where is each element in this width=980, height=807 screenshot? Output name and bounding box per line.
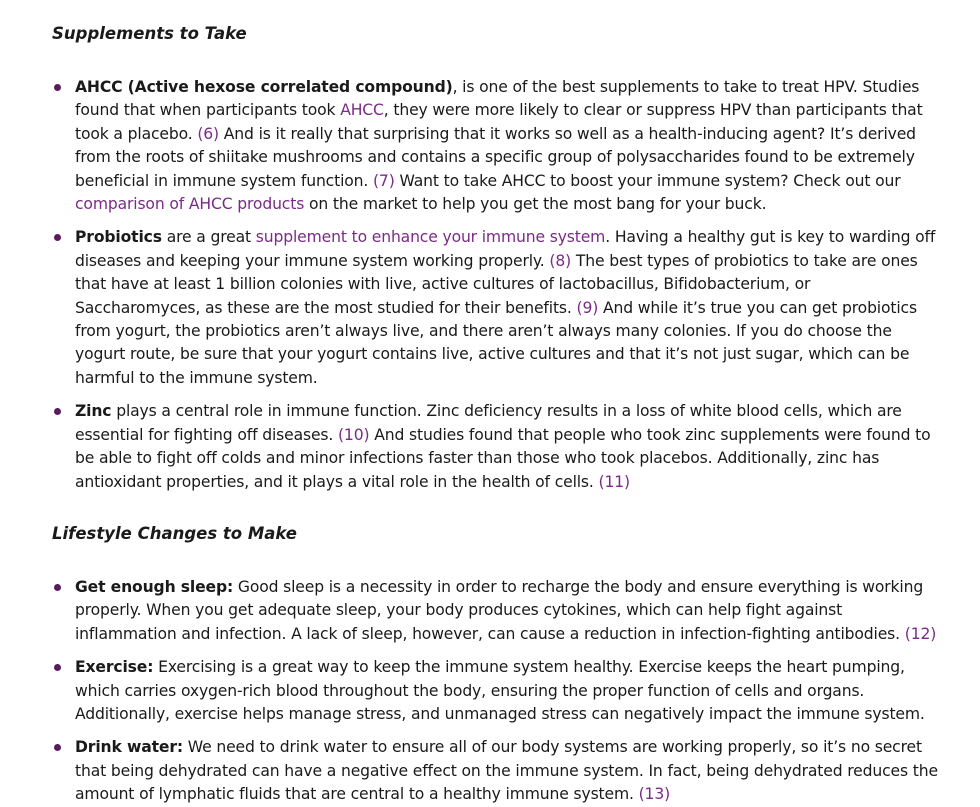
link-comparison-ahcc-products[interactable]: comparison of AHCC products (75, 195, 305, 214)
text-segment: And while it’s true you can get probiotics from yogurt, the probiotics aren’t always live, and there aren’t always many colonies. If you do choose the yogurt route, be sure that your yogurt contains live, active cultures and that it’s not just sugar, which can be harmful to the immune system. (75, 298, 917, 387)
lifestyle-list (52, 576, 940, 807)
text-segment: The best types of probiotics to take are ones that have at least 1 billion colonies with live, active cultures of lactobacillus, Bifidobacterium, or Saccharomyces, as these are the most studied for their benefits. (75, 251, 918, 317)
term-sleep: Get enough sleep: (75, 577, 234, 596)
term-ahcc: AHCC (Active hexose correlated compound) (75, 78, 453, 96)
term-water: Drink water: (75, 738, 183, 757)
text-segment: And studies found that people who took zinc supplements were found to be able to fight off colds and minor infections faster than those who took placebos. Additionally, zinc has antioxidant properties, and it plays a vital role in the health of cells. (75, 425, 931, 491)
citation-link-9[interactable]: (9) (576, 298, 599, 317)
citation-link-12[interactable]: (12) (904, 624, 937, 643)
section-heading-supplements: Supplements to Take (52, 24, 247, 43)
supplements-list (52, 76, 940, 494)
text-segment: are a great (161, 228, 256, 247)
text-segment: Want to take AHCC to boost your immune system? Check out our (394, 171, 901, 190)
citation-link-6[interactable]: (6) (197, 124, 219, 143)
link-ahcc[interactable]: AHCC (340, 101, 384, 120)
list-item-sleep (52, 576, 940, 646)
term-probiotics: Probiotics (75, 228, 162, 247)
citation-link-8[interactable]: (8) (549, 251, 572, 270)
text-segment: on the market to help you get the most bang for your buck. (304, 195, 767, 214)
text-segment: We need to drink water to ensure all of our body systems are working properly, so it’s no secret that being dehydrated can have a negative effect on the immune system. In fact, being dehydrated reduces the amount of lymphatic fluids that are central to a healthy immune system. (75, 738, 938, 804)
text-segment: And is it really that surprising that it works so well as a health-inducing agent? It’s derived from the roots of shiitake mushrooms and contains a specific group of polysaccharides found to be extremely beneficial in immune system function. (75, 124, 916, 190)
list-item-zinc (52, 400, 940, 494)
section-heading-lifestyle: Lifestyle Changes to Make (52, 523, 297, 543)
citation-link-13[interactable]: (13) (638, 785, 671, 804)
citation-link-11[interactable]: (11) (598, 472, 630, 491)
text-segment: . Having a healthy gut is key to warding off diseases and keeping your immune system working properly. (75, 228, 936, 270)
text-segment: plays a central role in immune function. Zinc deficiency results in a loss of white blood cells, which are essential for fighting off diseases. (75, 402, 902, 444)
text-segment: , is one of the best supplements to take to treat HPV. Studies found that when participants took (75, 78, 920, 120)
list-item-water (52, 736, 940, 806)
term-exercise: Exercise: (75, 658, 154, 677)
citation-link-10[interactable]: (10) (338, 425, 370, 444)
text-segment: Good sleep is a necessity in order to recharge the body and ensure everything is working properly. When you get adequate sleep, your body produces cytokines, which can help fight against inflammation and infection. A lack of sleep, however, can cause a reduction in infection-fighting antibodies. (75, 577, 924, 643)
list-item-ahcc (52, 76, 940, 216)
text-segment: , they were more likely to clear or suppress HPV than participants that took a placebo. (75, 101, 923, 143)
citation-link-7[interactable]: (7) (373, 171, 395, 190)
link-supplement-immune-system[interactable]: supplement to enhance your immune system (255, 228, 606, 247)
text-segment: Exercising is a great way to keep the immune system healthy. Exercise keeps the heart pumping, which carries oxygen-rich blood throughout the body, ensuring the proper function of cells and organs. Additionally, exercise helps manage stress, and unmanaged stress can negatively impact the immune system. (75, 658, 925, 723)
list-item-probiotics (52, 226, 940, 390)
list-item-exercise (52, 656, 940, 726)
term-zinc: Zinc (75, 402, 112, 421)
